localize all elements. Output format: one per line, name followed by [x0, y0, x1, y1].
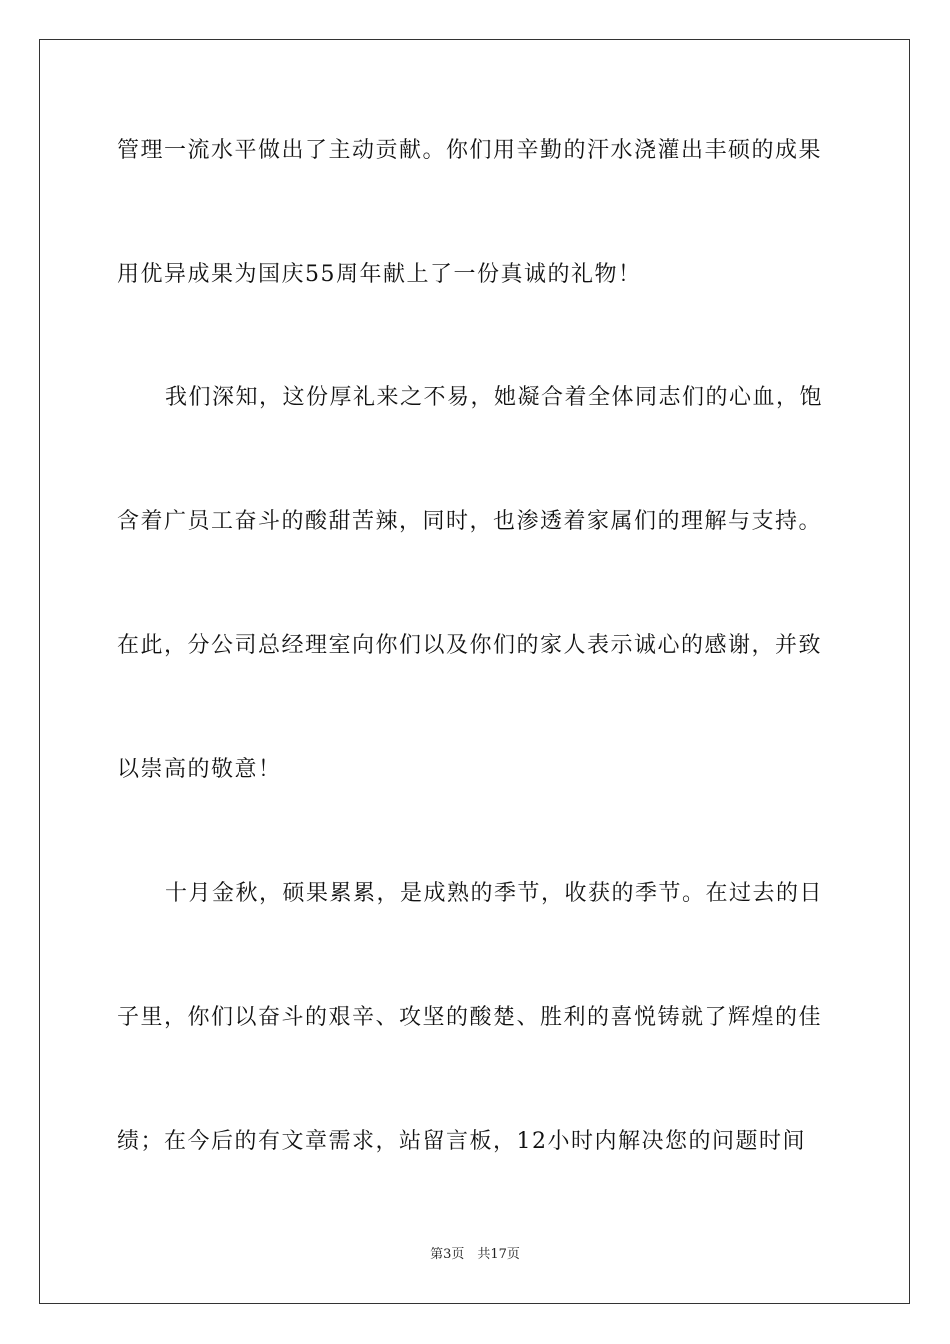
text-line: 十月金秋，硕果累累，是成熟的季节，收获的季节。在过去的日	[165, 881, 824, 906]
text-line: 用优异成果为国庆55周年献上了一份真诚的礼物！	[117, 262, 642, 287]
text-line: 在此，分公司总经理室向你们以及你们的家人表示诚心的感谢，并致	[117, 633, 823, 658]
text-line: 管理一流水平做出了主动贡献。你们用辛勤的汗水浇灌出丰硕的成果	[117, 138, 823, 163]
text-line: 我们深知，这份厚礼来之不易，她凝合着全体同志们的心血，饱	[165, 385, 824, 410]
page-number-footer: 第3页 共17页	[430, 1247, 520, 1262]
text-line: 含着广员工奋斗的酸甜苦辣，同时，也渗透着家属们的理解与支持。	[117, 509, 823, 534]
text-line: 以崇高的敬意！	[117, 757, 282, 782]
text-line: 子里，你们以奋斗的艰辛、攻坚的酸楚、胜利的喜悦铸就了辉煌的佳	[117, 1005, 823, 1030]
text-line: 绩；在今后的有文章需求，站留言板，12小时内解决您的问题时间	[117, 1129, 806, 1154]
page-frame	[39, 39, 910, 1304]
